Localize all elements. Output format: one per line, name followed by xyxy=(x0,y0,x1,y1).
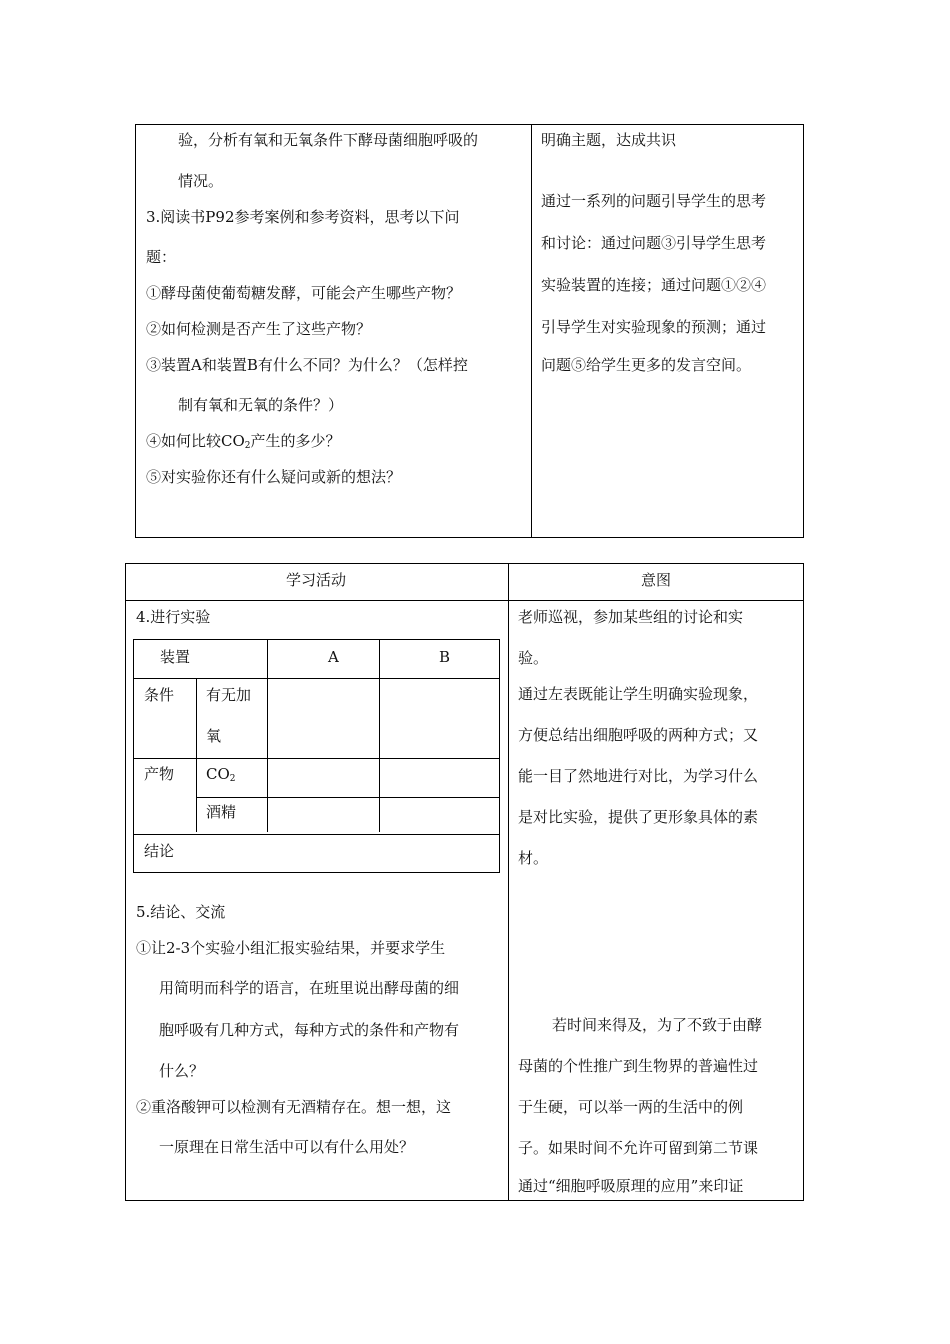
col-line xyxy=(196,678,197,832)
right-line-2: 通过一系列的问题引导学生的思考 xyxy=(541,192,767,210)
cell-alcohol: 酒精 xyxy=(206,803,237,821)
step-4-title: 4.进行实验 xyxy=(136,608,211,626)
question-3: ③装置A和装置B有什么不同？为什么？（怎样控 xyxy=(146,356,468,374)
column-divider xyxy=(531,125,532,537)
experiment-table xyxy=(133,639,500,873)
cell-oxygen-1: 有无加 xyxy=(206,686,252,704)
lower-table xyxy=(125,563,804,1201)
col-line xyxy=(379,640,380,832)
question-2: ②如何检测是否产生了这些产物？ xyxy=(146,320,372,338)
intent-line-5: 能一目了然地进行对比，为学习什么 xyxy=(518,767,759,785)
step-5-item-2-line-2: 一原理在日常生活中可以有什么用处？ xyxy=(159,1138,415,1156)
step-5-item-1-line-4: 什么？ xyxy=(159,1062,205,1080)
cell-co2: $CO_2$ xyxy=(206,765,236,784)
question-1: ①酵母菌使葡萄糖发酵，可能会产生哪些产物？ xyxy=(146,284,462,302)
cell-device: 装置 xyxy=(160,648,191,666)
cell-conclusion: 结论 xyxy=(144,842,175,860)
step-5-item-2: ②重洛酸钾可以检测有无酒精存在。想一想，这 xyxy=(136,1098,452,1116)
header-divider xyxy=(126,600,803,601)
cell-product: 产物 xyxy=(144,765,175,783)
intent-line-2: 验。 xyxy=(518,649,549,667)
intent-line-3: 通过左表既能让学生明确实验现象， xyxy=(518,685,759,703)
intent-line-9: 母菌的个性推广到生物界的普遍性过 xyxy=(518,1057,759,1075)
intent-line-4: 方便总结出细胞呼吸的两种方式；又 xyxy=(518,726,759,744)
step-5-item-1: ①让2-3个实验小组汇报实验结果，并要求学生 xyxy=(136,939,446,957)
step-5-item-1-line-3: 胞呼吸有几种方式，每种方式的条件和产物有 xyxy=(159,1021,460,1039)
right-line-3: 和讨论：通过问题③引导学生思考 xyxy=(541,234,767,252)
row-line xyxy=(134,678,499,679)
question-5: ⑤对实验你还有什么疑问或新的想法？ xyxy=(146,468,402,486)
step-5-title: 5.结论、交流 xyxy=(136,903,226,921)
row-line xyxy=(134,834,499,835)
row-line xyxy=(134,758,499,759)
header-intent: 意图 xyxy=(641,571,672,589)
intent-line-1: 老师巡视，参加某些组的讨论和实 xyxy=(518,608,744,626)
intent-line-6: 是对比实验，提供了更形象具体的素 xyxy=(518,808,759,826)
left-line-3: 3.阅读书P92参考案例和参考资料，思考以下问 xyxy=(146,208,460,226)
intent-line-8: 若时间来得及，为了不致于由酵 xyxy=(552,1016,763,1034)
question-4: ④如何比较$CO_2$产生的多少？ xyxy=(146,432,341,451)
cell-col-a: A xyxy=(328,648,339,666)
header-learning-activity: 学习活动 xyxy=(286,571,347,589)
cell-oxygen-2: 氧 xyxy=(206,727,222,745)
step-5-item-1-line-2: 用简明而科学的语言，在班里说出酵母菌的细 xyxy=(159,979,460,997)
intent-line-10: 于生硬，可以举一两的生活中的例 xyxy=(518,1098,744,1116)
right-line-6: 问题⑤给学生更多的发言空间。 xyxy=(541,356,752,374)
upper-table xyxy=(135,124,804,538)
right-line-4: 实验装置的连接；通过问题①②④ xyxy=(541,276,767,294)
left-line-4: 题： xyxy=(146,248,177,266)
col-line xyxy=(267,640,268,832)
right-line-5: 引导学生对实验现象的预测；通过 xyxy=(541,318,767,336)
intent-line-12: 通过“细胞呼吸原理的应用”来印证 xyxy=(518,1177,744,1195)
column-divider xyxy=(508,564,509,1200)
left-line-2: 情况。 xyxy=(178,172,224,190)
intent-line-11: 子。如果时间不允许可留到第二节课 xyxy=(518,1139,759,1157)
right-line-1: 明确主题，达成共识 xyxy=(541,131,677,149)
question-3-cont: 制有氧和无氧的条件？） xyxy=(178,396,344,414)
cell-col-b: B xyxy=(439,648,451,666)
intent-line-7: 材。 xyxy=(518,849,549,867)
left-line-1: 验，分析有氧和无氧条件下酵母菌细胞呼吸的 xyxy=(178,131,479,149)
row-line xyxy=(196,797,499,798)
cell-condition: 条件 xyxy=(144,686,175,704)
